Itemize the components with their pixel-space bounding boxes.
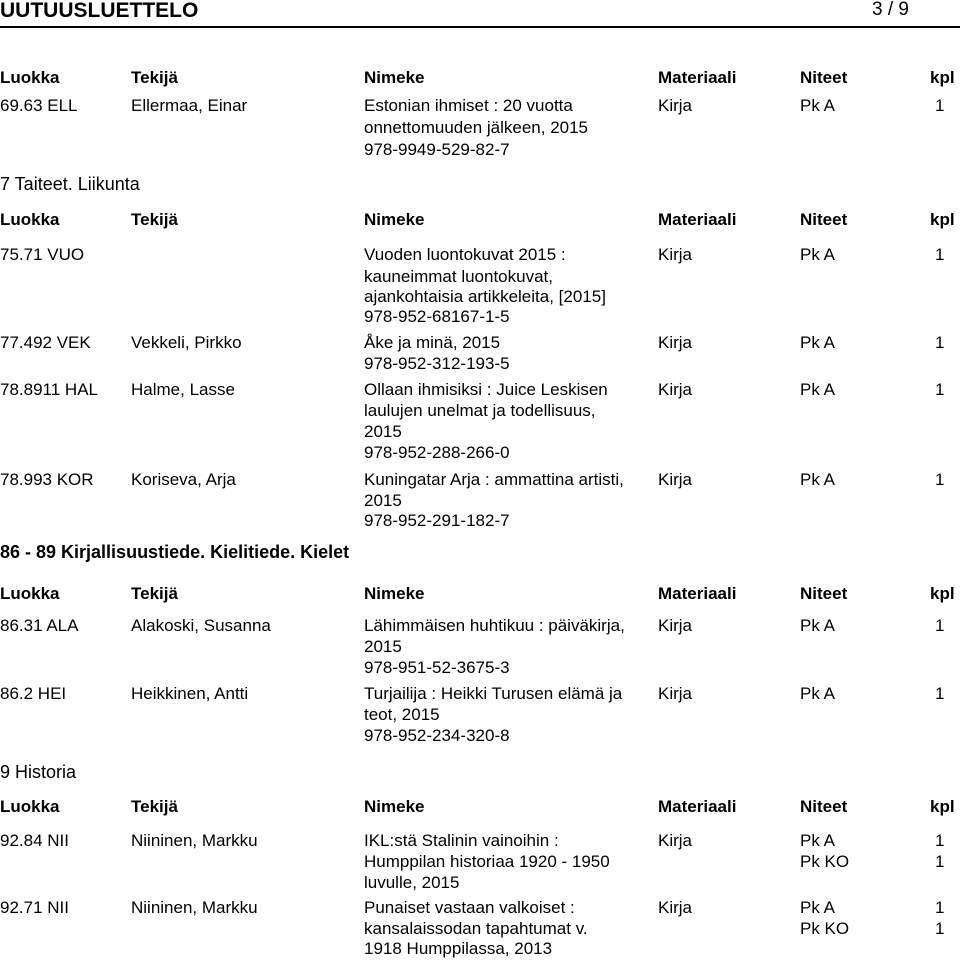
row-luokka: 78.993 KOR xyxy=(0,470,94,489)
row-isbn: 978-952-68167-1-5 xyxy=(364,307,510,326)
row-kpl: 1 xyxy=(935,245,945,264)
column-header-nimeke: Nimeke xyxy=(364,797,425,816)
row-materiaali: Kirja xyxy=(658,831,693,850)
row-luokka: 92.71 NII xyxy=(0,898,69,917)
column-header-tekija: Tekijä xyxy=(131,797,178,816)
row-kpl: 1 xyxy=(935,919,945,938)
column-header-luokka: Luokka xyxy=(0,210,60,229)
column-header-tekija: Tekijä xyxy=(131,68,178,87)
row-nimeke-line: 1918 Humppilassa, 2013 xyxy=(364,939,553,958)
row-niteet: Pk KO xyxy=(800,852,850,871)
column-header-niteet: Niteet xyxy=(800,210,848,229)
row-nimeke-line: kansalaissodan tapahtumat v. xyxy=(364,919,588,938)
row-nimeke-line: Ollaan ihmisiksi : Juice Leskisen xyxy=(364,380,608,399)
row-niteet: Pk A xyxy=(800,616,835,635)
row-niteet: Pk A xyxy=(800,684,835,703)
row-luokka: 92.84 NII xyxy=(0,831,69,850)
column-header-kpl: kpl xyxy=(930,68,955,87)
row-isbn: 978-951-52-3675-3 xyxy=(364,658,510,677)
row-niteet: Pk A xyxy=(800,898,835,917)
row-materiaali: Kirja xyxy=(658,684,693,703)
column-header-niteet: Niteet xyxy=(800,797,848,816)
row-kpl: 1 xyxy=(935,684,945,703)
row-nimeke-line: Turjailija : Heikki Turusen elämä ja xyxy=(364,684,623,703)
row-nimeke-line: 2015 xyxy=(364,422,402,441)
column-header-materiaali: Materiaali xyxy=(658,584,737,603)
section-title: 7 Taiteet. Liikunta xyxy=(0,174,140,194)
column-header-materiaali: Materiaali xyxy=(658,68,737,87)
row-luokka: 86.31 ALA xyxy=(0,616,79,635)
row-nimeke-line: Humppilan historiaa 1920 - 1950 xyxy=(364,852,610,871)
row-niteet: Pk A xyxy=(800,333,835,352)
row-nimeke-line: ajankohtaisia artikkeleita, [2015] xyxy=(364,287,606,306)
row-isbn: 978-9949-529-82-7 xyxy=(364,140,510,159)
row-luokka: 75.71 VUO xyxy=(0,245,85,264)
row-tekija: Koriseva, Arja xyxy=(131,470,236,489)
row-materiaali: Kirja xyxy=(658,380,693,399)
row-materiaali: Kirja xyxy=(658,616,693,635)
row-tekija: Niininen, Markku xyxy=(131,831,258,850)
row-kpl: 1 xyxy=(935,852,945,871)
row-nimeke-line: IKL:stä Stalinin vainoihin : xyxy=(364,831,559,850)
row-materiaali: Kirja xyxy=(658,898,693,917)
row-tekija: Alakoski, Susanna xyxy=(131,616,271,635)
row-luokka: 86.2 HEI xyxy=(0,684,67,703)
row-kpl: 1 xyxy=(935,831,945,850)
row-isbn: 978-952-312-193-5 xyxy=(364,354,510,373)
row-niteet: Pk A xyxy=(800,831,835,850)
column-header-niteet: Niteet xyxy=(800,584,848,603)
row-tekija: Niininen, Markku xyxy=(131,898,258,917)
row-tekija: Vekkeli, Pirkko xyxy=(131,333,242,352)
column-header-tekija: Tekijä xyxy=(131,210,178,229)
row-tekija: Ellermaa, Einar xyxy=(131,96,248,115)
row-nimeke-line: Estonian ihmiset : 20 vuotta xyxy=(364,96,573,115)
row-nimeke-line: Punaiset vastaan valkoiset : xyxy=(364,898,575,917)
row-nimeke-line: Åke ja minä, 2015 xyxy=(364,333,501,352)
row-isbn: 978-952-234-320-8 xyxy=(364,726,510,745)
page-number: 3 / 9 xyxy=(872,0,909,20)
row-tekija: Heikkinen, Antti xyxy=(131,684,249,703)
row-nimeke-line: laulujen unelmat ja todellisuus, xyxy=(364,401,596,420)
row-materiaali: Kirja xyxy=(658,96,693,115)
row-niteet: Pk A xyxy=(800,470,835,489)
row-nimeke-line: onnettomuuden jälkeen, 2015 xyxy=(364,118,589,137)
row-nimeke-line: Vuoden luontokuvat 2015 : xyxy=(364,245,566,264)
column-header-kpl: kpl xyxy=(930,210,955,229)
row-isbn: 978-952-291-182-7 xyxy=(364,511,510,530)
row-kpl: 1 xyxy=(935,96,945,115)
column-header-luokka: Luokka xyxy=(0,584,60,603)
row-luokka: 69.63 ELL xyxy=(0,96,78,115)
column-header-nimeke: Nimeke xyxy=(364,68,425,87)
column-header-nimeke: Nimeke xyxy=(364,584,425,603)
row-luokka: 77.492 VEK xyxy=(0,333,91,352)
column-header-nimeke: Nimeke xyxy=(364,210,425,229)
row-niteet: Pk A xyxy=(800,245,835,264)
section-title: 86 - 89 Kirjallisuustiede. Kielitiede. Kielet xyxy=(0,542,350,562)
row-kpl: 1 xyxy=(935,470,945,489)
row-materiaali: Kirja xyxy=(658,333,693,352)
row-niteet: Pk A xyxy=(800,380,835,399)
column-header-niteet: Niteet xyxy=(800,68,848,87)
row-nimeke-line: teot, 2015 xyxy=(364,705,440,724)
row-nimeke-line: 2015 xyxy=(364,637,402,656)
column-header-luokka: Luokka xyxy=(0,797,60,816)
row-nimeke-line: Kuningatar Arja : ammattina artisti, xyxy=(364,470,624,489)
row-materiaali: Kirja xyxy=(658,470,693,489)
column-header-materiaali: Materiaali xyxy=(658,210,737,229)
row-materiaali: Kirja xyxy=(658,245,693,264)
title-divider xyxy=(0,26,960,28)
row-luokka: 78.8911 HAL xyxy=(0,380,98,399)
row-kpl: 1 xyxy=(935,616,945,635)
column-header-materiaali: Materiaali xyxy=(658,797,737,816)
row-kpl: 1 xyxy=(935,333,945,352)
column-header-kpl: kpl xyxy=(930,584,955,603)
column-header-luokka: Luokka xyxy=(0,68,60,87)
column-header-tekija: Tekijä xyxy=(131,584,178,603)
row-niteet: Pk KO xyxy=(800,919,850,938)
column-header-kpl: kpl xyxy=(930,797,955,816)
row-tekija: Halme, Lasse xyxy=(131,380,235,399)
page-title: UUTUUSLUETTELO xyxy=(0,0,199,22)
section-title: 9 Historia xyxy=(0,762,77,782)
row-kpl: 1 xyxy=(935,898,945,917)
row-kpl: 1 xyxy=(935,380,945,399)
row-nimeke-line: 2015 xyxy=(364,491,402,510)
row-niteet: Pk A xyxy=(800,96,835,115)
row-nimeke-line: kauneimmat luontokuvat, xyxy=(364,267,553,286)
row-isbn: 978-952-288-266-0 xyxy=(364,443,510,462)
row-nimeke-line: luvulle, 2015 xyxy=(364,873,460,892)
row-nimeke-line: Lähimmäisen huhtikuu : päiväkirja, xyxy=(364,616,625,635)
